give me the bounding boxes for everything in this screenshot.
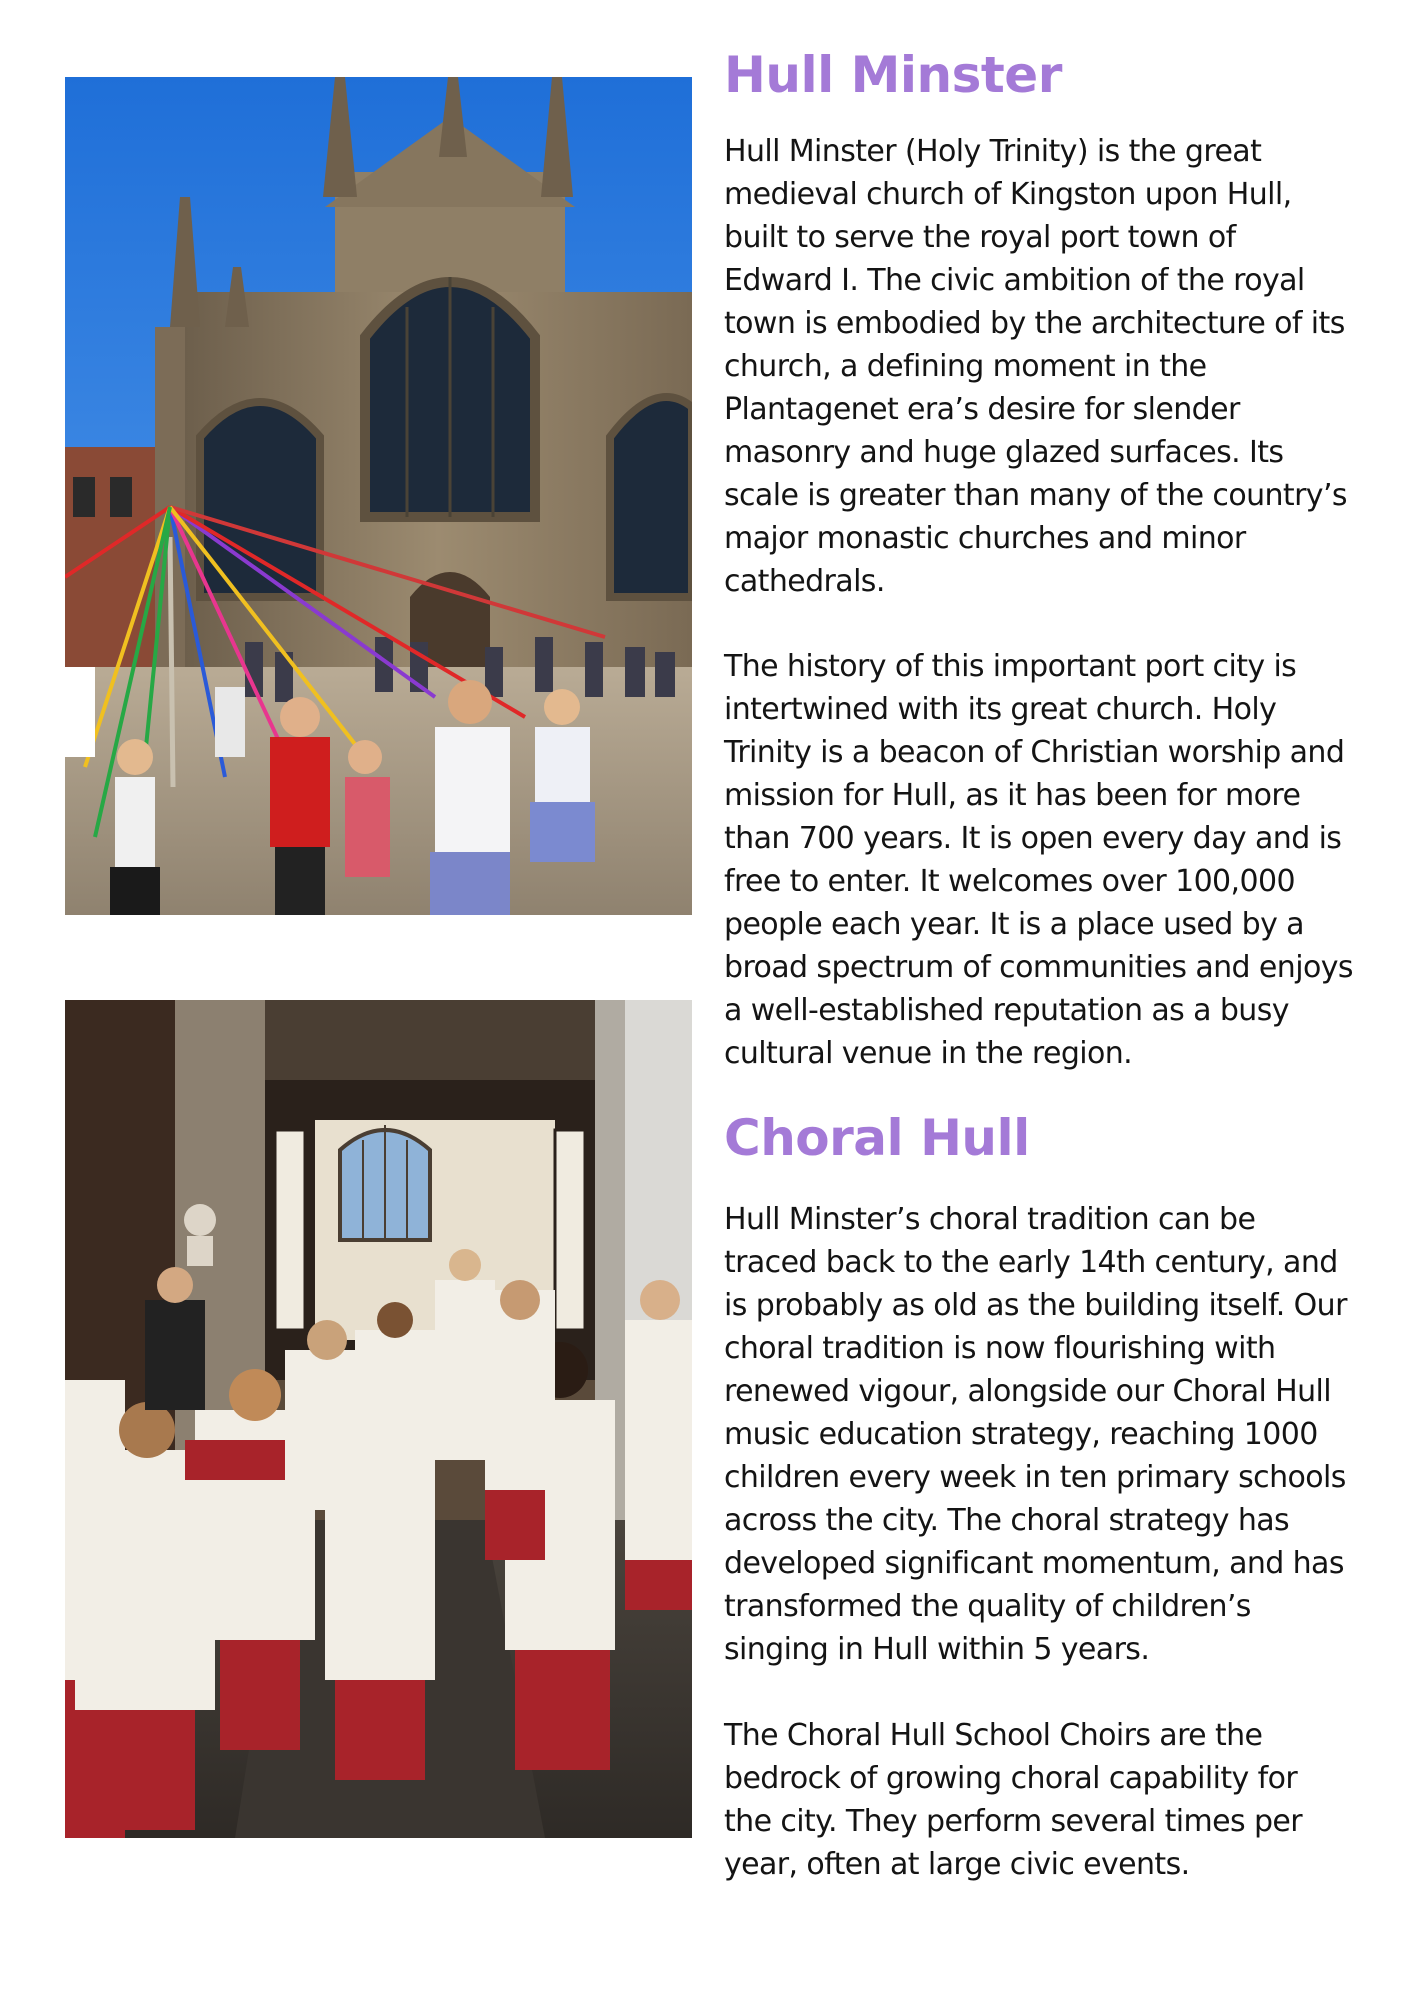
choir-photo — [65, 1000, 692, 1838]
hull-minster-paragraph-2: The history of this important port city is intertwined with its great church. Holy Trinity is a beacon of Christian worship and mission for Hull, as it has been for more than 700 years. It is open every day and is free to enter. It welcomes over 100,000 people each year. It is a place used by a broad spectrum of communities and enjoys a well-established reputation as a busy cultural venue in the region. — [724, 649, 1353, 1071]
section-title-choral-hull: Choral Hull — [724, 1109, 1030, 1167]
maypole-photo — [65, 77, 692, 915]
choral-hull-paragraph-1: Hull Minster’s choral tradition can be traced back to the early 14th century, and is probably as old as the building itself. Our choral tradition is now flourishing with renewed vigour, alongside our Choral Hull music education strategy, reaching 1000 children every week in ten primary schools across the city. The choral strategy has developed significant momentum, and has transformed the quality of children’s singing in Hull within 5 years. — [724, 1202, 1347, 1667]
choral-hull-paragraph-2: The Choral Hull School Choirs are the bedrock of growing choral capability for the city. They perform several times per year, often at large civic events. — [724, 1718, 1302, 1882]
hull-minster-paragraph-1: Hull Minster (Holy Trinity) is the great medieval church of Kingston upon Hull, built to serve the royal port town of Edward I. The civic ambition of the royal town is embodied by the architecture of its church, a defining moment in the Plantagenet era’s desire for slender masonry and huge glazed surfaces. Its scale is greater than many of the country’s major monastic churches and minor cathedrals. — [724, 134, 1347, 599]
section-title-hull-minster: Hull Minster — [724, 46, 1062, 104]
